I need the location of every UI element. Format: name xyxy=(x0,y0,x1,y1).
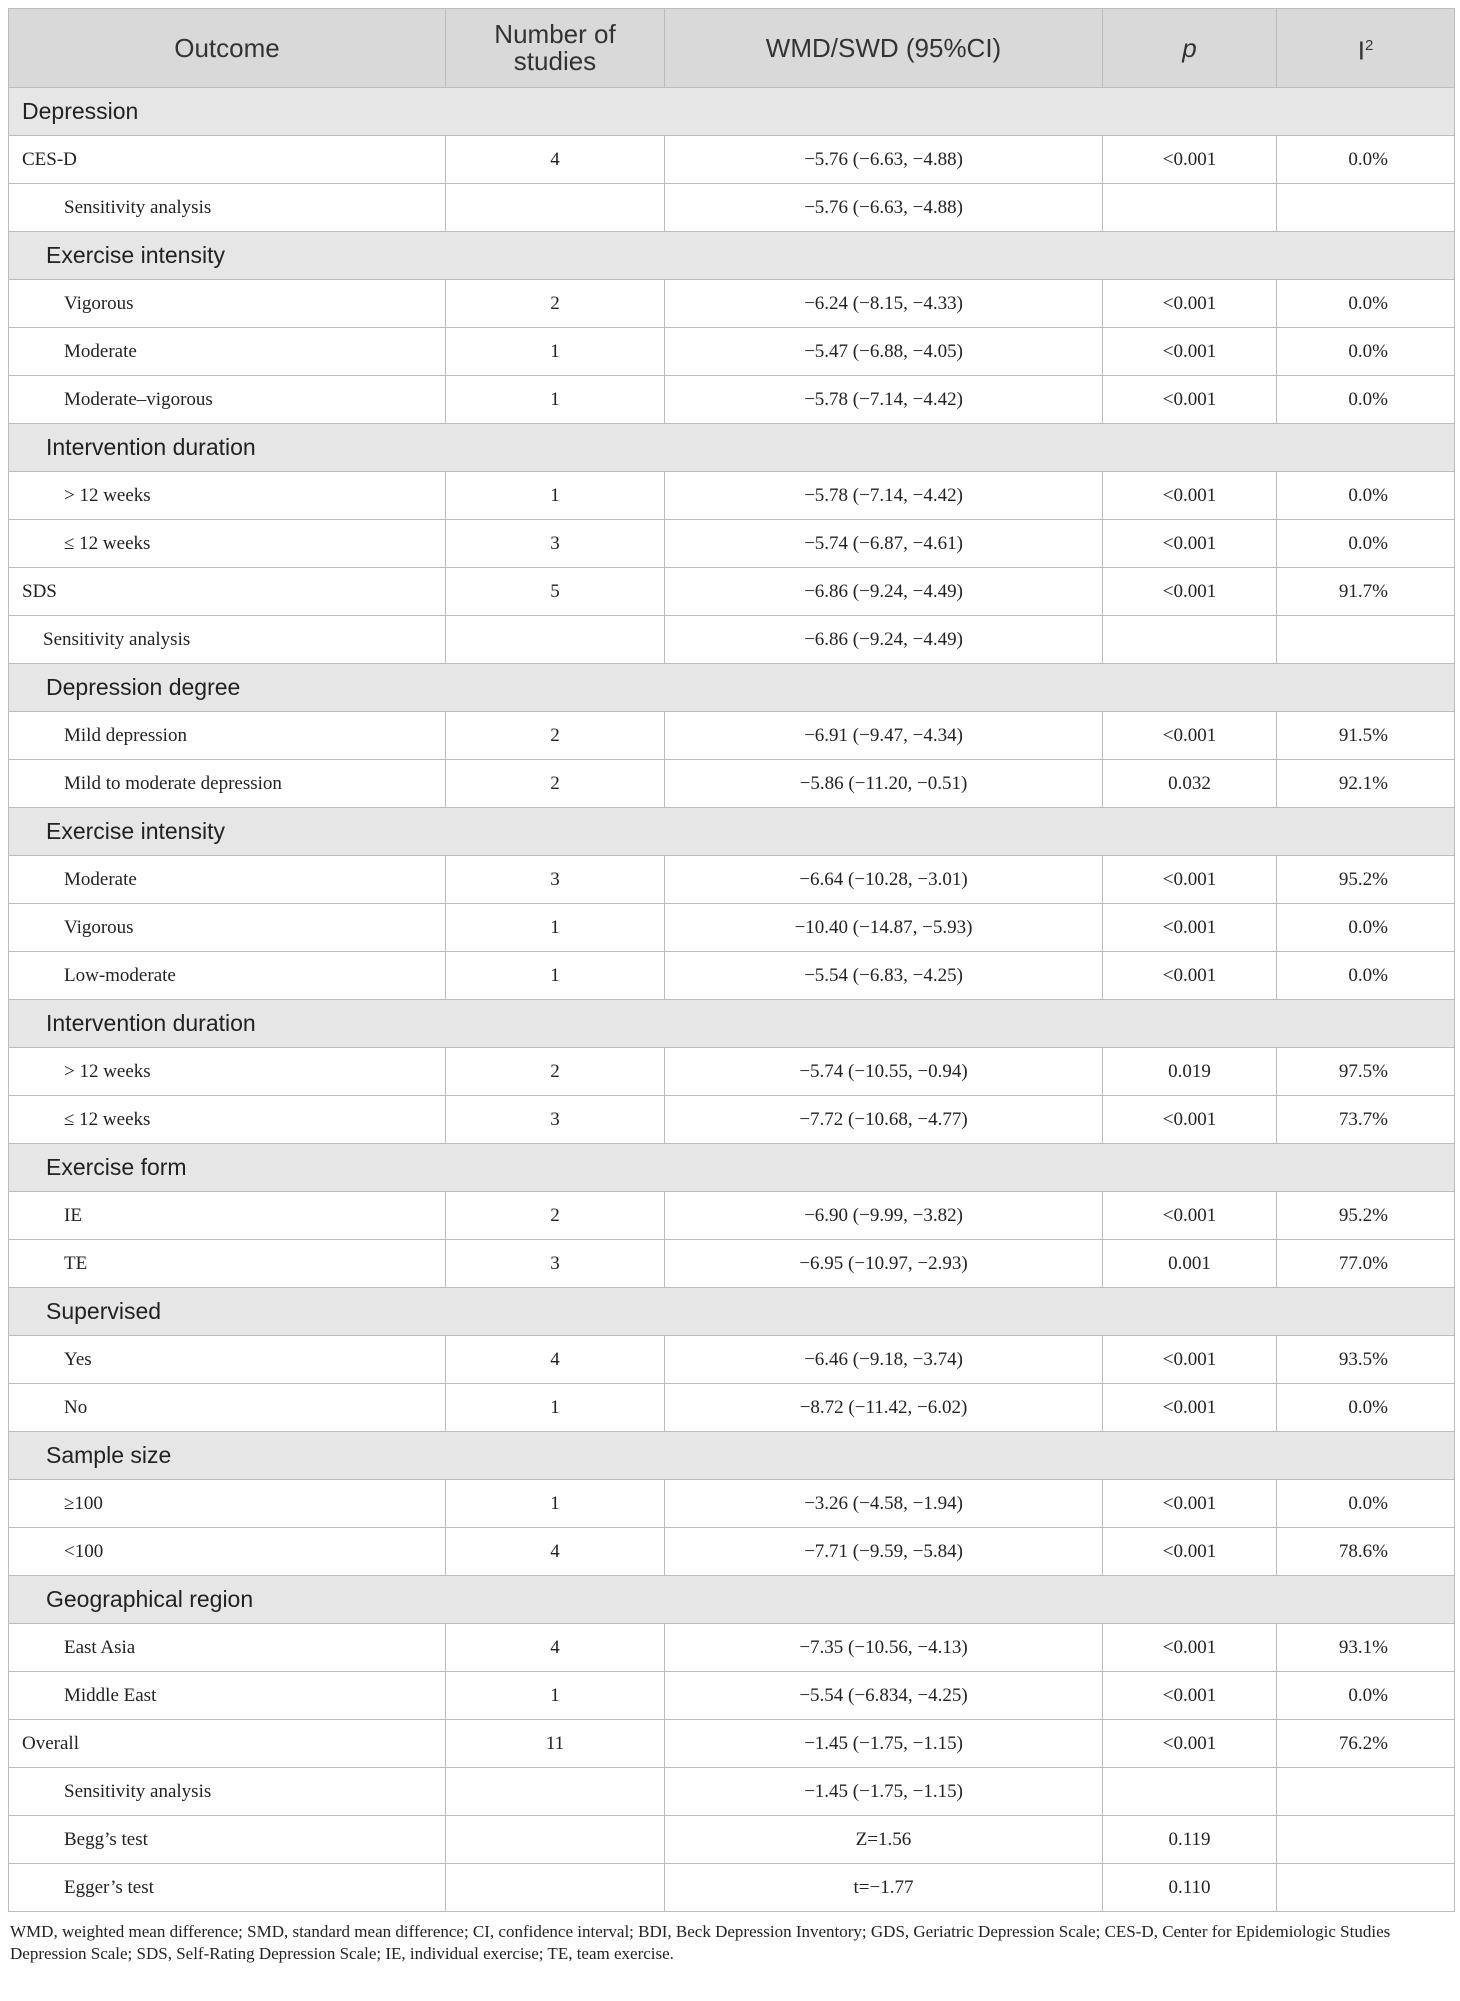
outcome-cell: > 12 weeks xyxy=(9,472,446,520)
p-value-cell: <0.001 xyxy=(1103,856,1277,904)
table-row xyxy=(9,280,1455,328)
p-value-cell: <0.001 xyxy=(1103,1672,1277,1720)
header-wmd-swd: WMD/SWD (95%CI) xyxy=(665,9,1103,88)
section-label: Exercise intensity xyxy=(9,232,1455,280)
table-footnote: WMD, weighted mean difference; SMD, standard mean difference; CI, confidence interval; BDI, Beck Depression Inventory; GDS, Geriatric Depression Scale; CES-D, Center for Epidemiologic Studies Depression Scale; SDS, Self-Rating Depression Scale; IE, individual exercise; TE, team exercise. xyxy=(10,1922,1391,1963)
outcome-cell: Middle East xyxy=(9,1672,446,1720)
table-row xyxy=(9,1672,1455,1720)
section-header-row xyxy=(9,808,1455,856)
table-body xyxy=(9,88,1455,1912)
p-value-cell: <0.001 xyxy=(1103,904,1277,952)
studies-cell: 2 xyxy=(446,1192,665,1240)
studies-cell: 1 xyxy=(446,1480,665,1528)
studies-cell: 3 xyxy=(446,520,665,568)
studies-cell xyxy=(446,1768,665,1816)
effect-cell: −8.72 (−11.42, −6.02) xyxy=(665,1384,1103,1432)
i-squared-cell: 95.2% xyxy=(1277,1192,1455,1240)
studies-cell: 4 xyxy=(446,136,665,184)
table-row xyxy=(9,1240,1455,1288)
p-value-cell: 0.119 xyxy=(1103,1816,1277,1864)
section-label: Intervention duration xyxy=(9,424,1455,472)
p-value-cell: <0.001 xyxy=(1103,1480,1277,1528)
i-squared-cell: 0.0% xyxy=(1277,952,1455,1000)
p-value-cell: <0.001 xyxy=(1103,1720,1277,1768)
table-row xyxy=(9,712,1455,760)
i-squared-cell: 0.0% xyxy=(1277,136,1455,184)
p-value-cell: <0.001 xyxy=(1103,1384,1277,1432)
studies-cell: 1 xyxy=(446,472,665,520)
header-number-of-studies xyxy=(446,9,665,88)
studies-cell: 3 xyxy=(446,1240,665,1288)
studies-cell xyxy=(446,184,665,232)
p-value-cell: <0.001 xyxy=(1103,568,1277,616)
i-squared-cell: 92.1% xyxy=(1277,760,1455,808)
table-row xyxy=(9,1768,1455,1816)
outcome-cell: Vigorous xyxy=(9,904,446,952)
i-squared-cell: 0.0% xyxy=(1277,520,1455,568)
effect-cell: −6.86 (−9.24, −4.49) xyxy=(665,616,1103,664)
section-header-row xyxy=(9,88,1455,136)
i-squared-cell xyxy=(1277,1864,1455,1912)
table-row xyxy=(9,1864,1455,1912)
outcome-cell: ≥100 xyxy=(9,1480,446,1528)
outcome-cell: Overall xyxy=(9,1720,446,1768)
table-row xyxy=(9,472,1455,520)
section-label: Geographical region xyxy=(9,1576,1455,1624)
section-label: Sample size xyxy=(9,1432,1455,1480)
p-value-cell xyxy=(1103,616,1277,664)
studies-cell xyxy=(446,616,665,664)
effect-cell: −1.45 (−1.75, −1.15) xyxy=(665,1768,1103,1816)
table-row xyxy=(9,1336,1455,1384)
p-value-cell: 0.019 xyxy=(1103,1048,1277,1096)
outcome-cell: Moderate xyxy=(9,328,446,376)
table-row xyxy=(9,1048,1455,1096)
studies-cell: 2 xyxy=(446,760,665,808)
outcome-cell: East Asia xyxy=(9,1624,446,1672)
p-value-cell: <0.001 xyxy=(1103,376,1277,424)
studies-cell: 1 xyxy=(446,952,665,1000)
i-squared-cell: 95.2% xyxy=(1277,856,1455,904)
i-squared-cell xyxy=(1277,1768,1455,1816)
table-row xyxy=(9,1480,1455,1528)
i-squared-cell: 0.0% xyxy=(1277,904,1455,952)
p-value-cell: <0.001 xyxy=(1103,328,1277,376)
outcome-cell: ≤ 12 weeks xyxy=(9,520,446,568)
table-row xyxy=(9,328,1455,376)
studies-cell: 2 xyxy=(446,1048,665,1096)
p-value-cell: <0.001 xyxy=(1103,472,1277,520)
p-value-cell: <0.001 xyxy=(1103,1336,1277,1384)
i-squared-cell: 97.5% xyxy=(1277,1048,1455,1096)
effect-cell: −6.86 (−9.24, −4.49) xyxy=(665,568,1103,616)
studies-cell: 11 xyxy=(446,1720,665,1768)
section-header-row xyxy=(9,1288,1455,1336)
p-value-cell: <0.001 xyxy=(1103,1528,1277,1576)
section-label: Exercise intensity xyxy=(9,808,1455,856)
header-i-squared-base: I xyxy=(1357,35,1365,66)
table-row xyxy=(9,1192,1455,1240)
outcome-cell: CES-D xyxy=(9,136,446,184)
studies-cell: 4 xyxy=(446,1528,665,1576)
table-row xyxy=(9,760,1455,808)
outcome-cell: > 12 weeks xyxy=(9,1048,446,1096)
effect-cell: −6.91 (−9.47, −4.34) xyxy=(665,712,1103,760)
outcome-cell: SDS xyxy=(9,568,446,616)
outcome-cell: Mild depression xyxy=(9,712,446,760)
outcome-cell: <100 xyxy=(9,1528,446,1576)
studies-cell: 3 xyxy=(446,856,665,904)
studies-cell xyxy=(446,1816,665,1864)
outcome-cell: Moderate–vigorous xyxy=(9,376,446,424)
section-label: Intervention duration xyxy=(9,1000,1455,1048)
i-squared-cell: 0.0% xyxy=(1277,1384,1455,1432)
outcome-cell: Sensitivity analysis xyxy=(9,184,446,232)
section-header-row xyxy=(9,1432,1455,1480)
outcome-cell: Sensitivity analysis xyxy=(9,1768,446,1816)
effect-cell: −5.54 (−6.834, −4.25) xyxy=(665,1672,1103,1720)
table-row xyxy=(9,952,1455,1000)
i-squared-cell: 0.0% xyxy=(1277,1672,1455,1720)
outcome-cell: ≤ 12 weeks xyxy=(9,1096,446,1144)
outcome-cell: IE xyxy=(9,1192,446,1240)
table-row xyxy=(9,1528,1455,1576)
effect-cell: −7.71 (−9.59, −5.84) xyxy=(665,1528,1103,1576)
effect-cell: Z=1.56 xyxy=(665,1816,1103,1864)
table-row xyxy=(9,904,1455,952)
section-label: Depression degree xyxy=(9,664,1455,712)
table-row xyxy=(9,1816,1455,1864)
effect-cell: −6.46 (−9.18, −3.74) xyxy=(665,1336,1103,1384)
effect-cell: −6.95 (−10.97, −2.93) xyxy=(665,1240,1103,1288)
outcome-cell: No xyxy=(9,1384,446,1432)
p-value-cell xyxy=(1103,1768,1277,1816)
table-row xyxy=(9,616,1455,664)
p-value-cell: <0.001 xyxy=(1103,520,1277,568)
p-value-cell: 0.032 xyxy=(1103,760,1277,808)
studies-cell xyxy=(446,1864,665,1912)
effect-cell: −1.45 (−1.75, −1.15) xyxy=(665,1720,1103,1768)
table-row xyxy=(9,520,1455,568)
studies-cell: 1 xyxy=(446,904,665,952)
studies-cell: 1 xyxy=(446,376,665,424)
i-squared-cell: 0.0% xyxy=(1277,472,1455,520)
i-squared-cell: 77.0% xyxy=(1277,1240,1455,1288)
p-value-cell: <0.001 xyxy=(1103,712,1277,760)
header-row xyxy=(9,9,1455,88)
outcome-cell: Egger’s test xyxy=(9,1864,446,1912)
outcome-cell: Moderate xyxy=(9,856,446,904)
meta-analysis-table xyxy=(8,8,1455,1912)
studies-cell: 3 xyxy=(446,1096,665,1144)
outcome-cell: Mild to moderate depression xyxy=(9,760,446,808)
section-label: Supervised xyxy=(9,1288,1455,1336)
effect-cell: −5.78 (−7.14, −4.42) xyxy=(665,472,1103,520)
section-header-row xyxy=(9,232,1455,280)
section-header-row xyxy=(9,1144,1455,1192)
i-squared-cell: 76.2% xyxy=(1277,1720,1455,1768)
outcome-cell: Begg’s test xyxy=(9,1816,446,1864)
section-header-row xyxy=(9,1576,1455,1624)
effect-cell: −5.78 (−7.14, −4.42) xyxy=(665,376,1103,424)
p-value-cell: <0.001 xyxy=(1103,952,1277,1000)
i-squared-cell xyxy=(1277,184,1455,232)
i-squared-cell: 78.6% xyxy=(1277,1528,1455,1576)
section-header-row xyxy=(9,1000,1455,1048)
p-value-cell: 0.001 xyxy=(1103,1240,1277,1288)
studies-cell: 4 xyxy=(446,1624,665,1672)
section-label: Exercise form xyxy=(9,1144,1455,1192)
i-squared-cell xyxy=(1277,1816,1455,1864)
header-number-of-studies-label: Number of studies xyxy=(494,19,616,76)
p-value-cell: <0.001 xyxy=(1103,1624,1277,1672)
studies-cell: 1 xyxy=(446,1384,665,1432)
table-row xyxy=(9,1384,1455,1432)
table-row xyxy=(9,1624,1455,1672)
effect-cell: −5.76 (−6.63, −4.88) xyxy=(665,184,1103,232)
outcome-cell: TE xyxy=(9,1240,446,1288)
effect-cell: −10.40 (−14.87, −5.93) xyxy=(665,904,1103,952)
effect-cell: −7.72 (−10.68, −4.77) xyxy=(665,1096,1103,1144)
p-value-cell: <0.001 xyxy=(1103,280,1277,328)
i-squared-cell: 91.5% xyxy=(1277,712,1455,760)
i-squared-cell: 0.0% xyxy=(1277,280,1455,328)
outcome-cell: Yes xyxy=(9,1336,446,1384)
effect-cell: −6.90 (−9.99, −3.82) xyxy=(665,1192,1103,1240)
table-row xyxy=(9,856,1455,904)
section-label: Depression xyxy=(9,88,1455,136)
i-squared-cell: 93.5% xyxy=(1277,1336,1455,1384)
table-row xyxy=(9,376,1455,424)
i-squared-cell: 73.7% xyxy=(1277,1096,1455,1144)
outcome-cell: Low-moderate xyxy=(9,952,446,1000)
table-row xyxy=(9,1720,1455,1768)
i-squared-cell: 0.0% xyxy=(1277,328,1455,376)
i-squared-cell: 91.7% xyxy=(1277,568,1455,616)
effect-cell: −7.35 (−10.56, −4.13) xyxy=(665,1624,1103,1672)
studies-cell: 1 xyxy=(446,328,665,376)
section-header-row xyxy=(9,424,1455,472)
header-i-squared-exponent: 2 xyxy=(1364,36,1374,54)
effect-cell: −5.47 (−6.88, −4.05) xyxy=(665,328,1103,376)
effect-cell: −6.24 (−8.15, −4.33) xyxy=(665,280,1103,328)
table-row xyxy=(9,136,1455,184)
header-i-squared xyxy=(1277,9,1455,88)
p-value-cell: 0.110 xyxy=(1103,1864,1277,1912)
section-header-row xyxy=(9,664,1455,712)
results-table-container xyxy=(8,8,1454,1965)
header-p: p xyxy=(1103,9,1277,88)
effect-cell: −5.54 (−6.83, −4.25) xyxy=(665,952,1103,1000)
i-squared-cell: 93.1% xyxy=(1277,1624,1455,1672)
effect-cell: −3.26 (−4.58, −1.94) xyxy=(665,1480,1103,1528)
outcome-cell: Sensitivity analysis xyxy=(9,616,446,664)
p-value-cell xyxy=(1103,184,1277,232)
effect-cell: −5.74 (−6.87, −4.61) xyxy=(665,520,1103,568)
effect-cell: −5.76 (−6.63, −4.88) xyxy=(665,136,1103,184)
p-value-cell: <0.001 xyxy=(1103,136,1277,184)
p-value-cell: <0.001 xyxy=(1103,1096,1277,1144)
effect-cell: −5.86 (−11.20, −0.51) xyxy=(665,760,1103,808)
i-squared-cell: 0.0% xyxy=(1277,1480,1455,1528)
studies-cell: 5 xyxy=(446,568,665,616)
effect-cell: −6.64 (−10.28, −3.01) xyxy=(665,856,1103,904)
studies-cell: 1 xyxy=(446,1672,665,1720)
effect-cell: −5.74 (−10.55, −0.94) xyxy=(665,1048,1103,1096)
table-row xyxy=(9,568,1455,616)
studies-cell: 4 xyxy=(446,1336,665,1384)
outcome-cell: Vigorous xyxy=(9,280,446,328)
table-row xyxy=(9,184,1455,232)
studies-cell: 2 xyxy=(446,712,665,760)
i-squared-cell xyxy=(1277,616,1455,664)
studies-cell: 2 xyxy=(446,280,665,328)
header-outcome: Outcome xyxy=(9,9,446,88)
i-squared-cell: 0.0% xyxy=(1277,376,1455,424)
table-row xyxy=(9,1096,1455,1144)
p-value-cell: <0.001 xyxy=(1103,1192,1277,1240)
effect-cell: t=−1.77 xyxy=(665,1864,1103,1912)
